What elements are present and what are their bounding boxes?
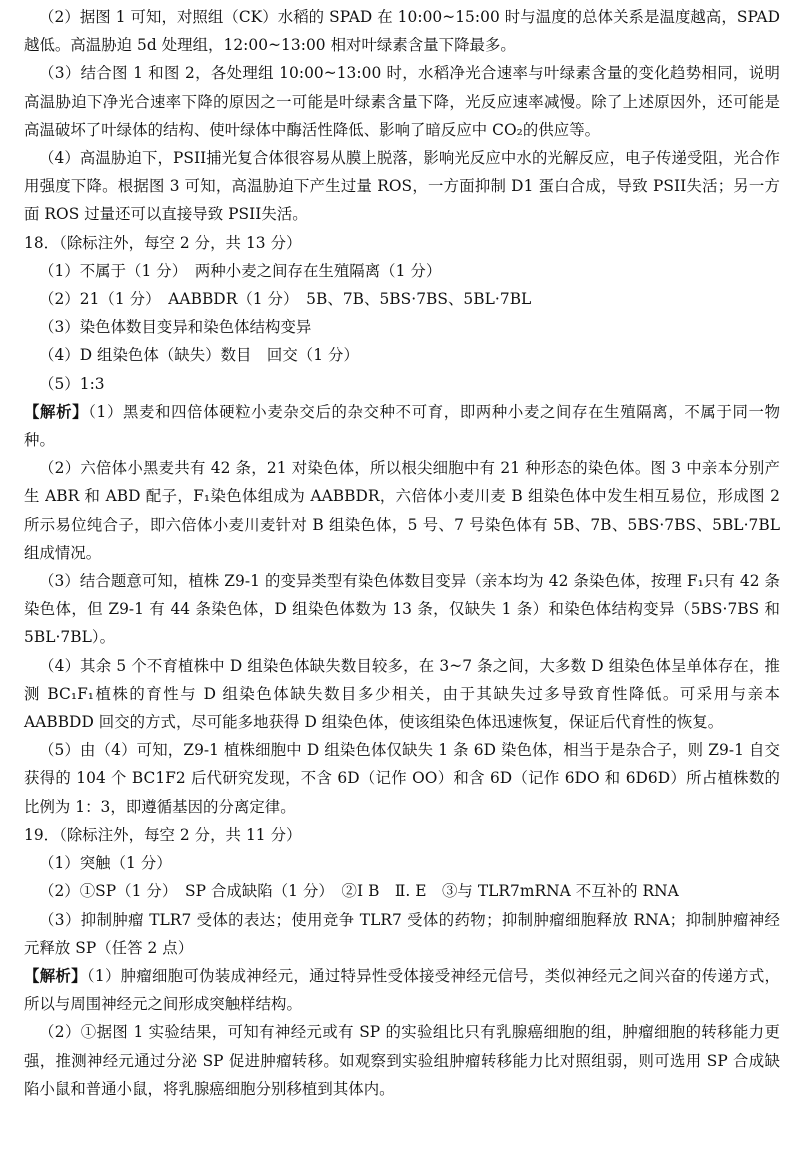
answer-19-3: （3）抑制肿瘤 TLR7 受体的表达；使用竞争 TLR7 受体的药物；抑制肿瘤细胞释放 RNA；抑制肿瘤神经元释放 SP（任答 2 点） [24, 910, 780, 957]
answer-18-2: （2）21（1 分） AABBDR（1 分） 5B、7B、5BS·7BS、5BL·7BL [39, 290, 532, 309]
analysis-18-3: （3）结合题意可知，植株 Z9-1 的变异类型有染色体数目变异（亲本均为 42 条染色体，按理 F₁只有 42 条染色体，但 Z9-1 有 44 条染色体，D 组染色体数为 13 条，仅缺失 1 条）和染色体结构变异（5BS·7BS 和 5BL·7BL）。 [24, 572, 780, 647]
analysis-label: 【解析】 [24, 966, 87, 985]
answer-18-5: （5）1:3 [39, 374, 105, 393]
analysis-19-1 [24, 962, 780, 1018]
analysis-label: 【解析】 [24, 402, 89, 421]
answer-18-4: （4）D 组染色体（缺失）数目 回交（1 分） [39, 346, 359, 365]
answer-17-3: （3）结合图 1 和图 2，各处理组 10:00~13:00 时，水稻净光合速率与叶绿素含量的变化趋势相同，说明高温胁迫下净光合速率下降的原因之一可能是叶绿素含量下降，光反应速率减慢。除了上述原因外，还可能是高温破坏了叶绿体的结构、使叶绿体中酶活性降低、影响了暗反应中 CO₂的供应等。 [24, 64, 780, 139]
answer-18-3: （3）染色体数目变异和染色体结构变异 [39, 318, 312, 337]
analysis-18-4: （4）其余 5 个不育植株中 D 组染色体缺失数目较多，在 3~7 条之间，大多数 D 组染色体呈单体存在，推测 BC₁F₁植株的育性与 D 组染色体缺失数目多少相关，由于其缺失过多导致育性降低。可采用与亲本 AABBDD 回交的方式，尽可能多地获得 D 组染色体，使该组染色体迅速恢复，保证后代育性的恢复。 [24, 656, 780, 732]
answer-19-1: （1）突触（1 分） [39, 854, 172, 873]
analysis-text: （1）肿瘤细胞可伪装成神经元，通过特异性受体接受神经元信号，类似神经元之间兴奋的传递方式，所以与周围神经元之间形成突触样结构。 [24, 966, 781, 1014]
question-19-heading: 19．（除标注外，每空 2 分，共 11 分） [24, 825, 302, 844]
answer-19-2: （2）①SP（1 分） SP 合成缺陷（1 分） ②Ⅰ B Ⅱ. E ③与 TLR7mRNA 不互补的 RNA [39, 882, 679, 901]
analysis-18-5: （5）由（4）可知，Z9-1 植株细胞中 D 组染色体仅缺失 1 条 6D 染色体，相当于是杂合子，则 Z9-1 自交获得的 104 个 BC1F2 后代研究发现，不含 6D（记作 OO）和含 6D（记作 6DO 和 6D6D）所占植株数的比例为 1：3，即遵循基因的分离定律。 [24, 741, 780, 816]
analysis-19-2: （2）①据图 1 实验结果，可知有神经元或有 SP 的实验组比只有乳腺癌细胞的组，肿瘤细胞的转移能力更强，推测神经元通过分泌 SP 促进肿瘤转移。如观察到实验组肿瘤转移能力比对照组弱，则可选用 SP 合成缺陷小鼠和普通小鼠，将乳腺癌细胞分别移植到其体内。 [24, 1023, 780, 1098]
answer-17-4: （4）高温胁迫下，PSII捕光复合体很容易从膜上脱落，影响光反应中水的光解反应，电子传递受阻，光合作用强度下降。根据图 3 可知，高温胁迫下产生过量 ROS，一方面抑制 D1 蛋白合成，导致 PSII失活；另一方面 ROS 过量还可以直接导致 PSII失活。 [24, 149, 780, 224]
analysis-text: （1）黑麦和四倍体硬粒小麦杂交后的杂交种不可育，即两种小麦之间存在生殖隔离，不属于同一物种。 [24, 402, 781, 450]
question-18-heading: 18．（除标注外，每空 2 分，共 13 分） [24, 233, 302, 252]
answer-18-1: （1）不属于（1 分） 两种小麦之间存在生殖隔离（1 分） [39, 261, 442, 280]
analysis-18-2: （2）六倍体小黑麦共有 42 条，21 对染色体，所以根尖细胞中有 21 种形态的染色体。图 3 中亲本分别产生 ABR 和 ABD 配子，F₁染色体组成为 AABBDR，六倍体小麦川麦 B 组染色体中发生相互易位，形成图 2 所示易位纯合子，即六倍体小麦川麦针对 B 组染色体，5 号、7 号染色体有 5B、7B、5BS·7BS、5BL·7BL 组成情况。 [24, 459, 780, 562]
analysis-18-1 [24, 398, 780, 454]
answer-17-2: （2）据图 1 可知，对照组（CK）水稻的 SPAD 在 10:00~15:00 时与温度的总体关系是温度越高，SPAD 越低。高温胁迫 5d 处理组，12:00~13:00 相对叶绿素含量下降最多。 [24, 8, 780, 55]
